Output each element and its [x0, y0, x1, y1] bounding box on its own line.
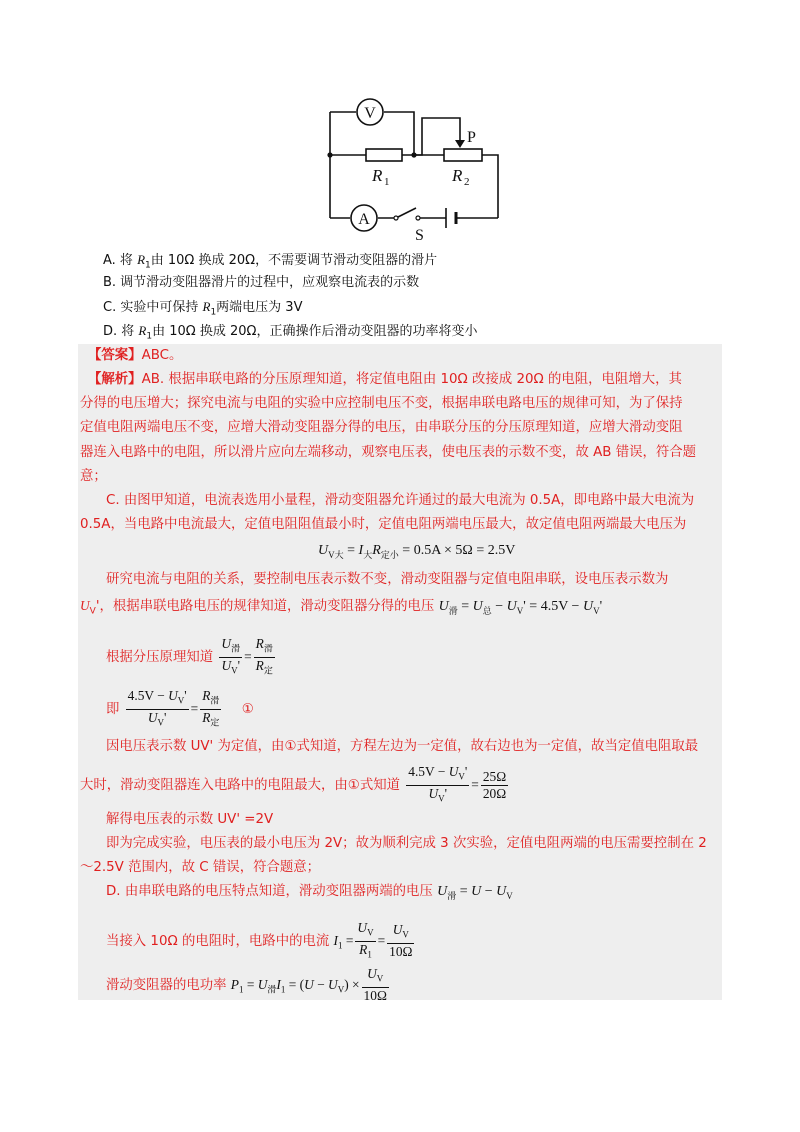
circuit-diagram: [318, 92, 508, 242]
r1-label: R: [372, 166, 383, 185]
analysis-c-l8: 大时，滑动变阻器连入电路中的电阻最大，由①式知道 $\frac{4.5V - U_V'}{U_V'}$ = $\frac{25\Omega}{20\Omega}$: [80, 764, 507, 804]
equation-1: $U_{V大} = I_大R_{定小} = 0.5A \times 5\Omega = 2.5V$: [318, 543, 516, 560]
analysis-c-l9: 解得电压表的示数 UV' =2V: [106, 812, 274, 827]
slider-label: P: [467, 129, 476, 146]
analysis-p1-l1: 【解析】AB. 根据串联电路的分压原理知道，将定值电阻由 10Ω 改接成 20Ω 的电阻，电阻增大，其: [88, 372, 682, 387]
analysis-d-l2: 当接入 10Ω 的电阻时，电路中的电流 $I_1$ = $\frac{U_V}{R_1}$ = $\frac{U_V}{10\Omega}$: [106, 920, 413, 960]
switch-contact-a: [394, 216, 398, 220]
analysis-p1-l3: 定值电阻两端电压不变，应增大滑动变阻器分得的电压，由串联分压的分压原理知道，应增大滑动变阻: [80, 420, 683, 435]
analysis-d-l3: 滑动变阻器的电功率 $P_1 = U_滑I_1 = (U - U_V)$ × $\frac{U_V}{10\Omega}$: [106, 966, 387, 1003]
ammeter-label: A: [358, 211, 370, 228]
resistor-r2: [444, 149, 482, 161]
analysis-c-l5: 根据分压原理知道 $\frac{U_滑}{U_V'}$ = $\frac{R_滑}{R_定}$: [106, 636, 273, 676]
r2-label: R: [452, 166, 463, 185]
analysis-p1-l5: 意；: [80, 469, 107, 484]
analysis-c-l1: C. 由图甲知道，电流表选用小量程，滑动变阻器允许通过的最大电流为 0.5A，即电路中最大电流为: [106, 493, 695, 508]
equation-2: $U_滑 = U_总 - U_V' = 4.5V - U_V'$: [438, 599, 603, 616]
analysis-c-l6: 即 $\frac{4.5V - U_V'}{U_V'}$ = $\frac{R_滑}{R_定}$ ①: [106, 688, 254, 728]
switch-contact-b: [416, 216, 420, 220]
analysis-p1-l2: 分得的电压增大；探究电流与电阻的实验中应控制电压不变，根据串联电路电压的规律可知，为了保持: [80, 396, 683, 411]
option-b: B. 调节滑动变阻器滑片的过程中，应观察电流表的示数: [103, 275, 420, 290]
analysis-c-l7: 因电压表示数 UV' 为定值，由①式知道，方程左边为一定值，故右边也为一定值，故当定值电阻取最: [106, 739, 699, 754]
analysis-c-l3: 研究电流与电阻的关系，要控制电压表示数不变，滑动变阻器与定值电阻串联，设电压表示数为: [106, 572, 669, 587]
analysis-c-l10: 即为完成实验，电压表的最小电压为 2V；故为顺利完成 3 次实验，定值电阻两端的电压需要控制在 2: [106, 836, 707, 851]
r1-sub: 1: [384, 176, 390, 188]
analysis-c-l2: 0.5A，当电路中电流最大，定值电阻阻值最小时，定值电阻两端电压最大，故定值电阻两端最大电压为: [80, 517, 687, 532]
junction-right: [411, 152, 416, 157]
wire-r2: [414, 155, 498, 218]
option-d: D. 将 $R_1$由 10Ω 换成 20Ω，正确操作后滑动变阻器的功率将变小: [103, 323, 478, 342]
r2-sub: 2: [464, 176, 470, 188]
analysis-c-l4: $U_V'$，根据串联电路电压的规律知道，滑动变阻器分得的电压 $U_滑 = U_总 - U_V' = 4.5V - U_V'$: [80, 598, 603, 617]
switch-label: S: [415, 227, 424, 242]
switch-blade: [396, 208, 416, 218]
analysis-c-l11: ～2.5V 范围内，故 C 错误，符合题意；: [80, 860, 321, 875]
analysis-p1-l4: 器连入电路中的电阻，所以滑片应向左端移动，观察电压表，使电压表的示数不变，故 AB 错误，符合题: [80, 445, 697, 460]
junction-left: [327, 152, 332, 157]
slider-arrow: [455, 140, 465, 148]
resistor-r1: [366, 149, 402, 161]
answer-line: 【答案】ABC。: [88, 348, 183, 363]
voltmeter-label: V: [364, 105, 376, 122]
option-a: A. 将 $R_1$由 10Ω 换成 20Ω，不需要调节滑动变阻器的滑片: [103, 252, 438, 271]
option-c: C. 实验中可保持 $R_1$两端电压为 3V: [103, 299, 303, 318]
analysis-d-l1: D. 由串联电路的电压特点知道，滑动变阻器两端的电压 $U_滑 = U - U_V$: [106, 884, 513, 901]
